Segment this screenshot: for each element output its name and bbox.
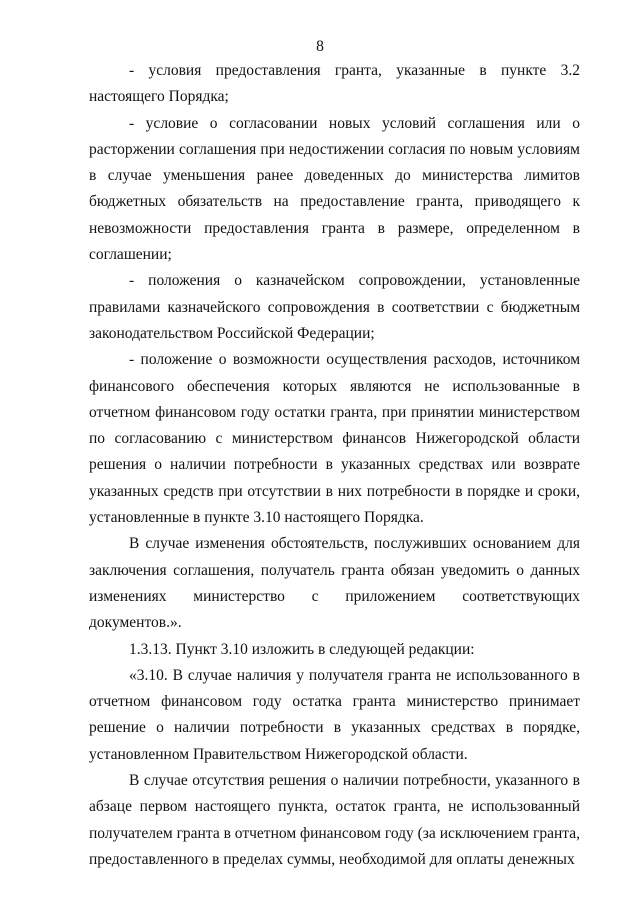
paragraph-clause-1-3-13: 1.3.13. Пункт 3.10 изложить в следующей редакции: <box>129 640 475 658</box>
paragraph-unused-balance: - положение о возможности осуществления расходов, источником финансового обеспечения которых являются не использованные в отчетном финансовом году остатки гранта, при принятии министерством по согласованию с министерством финансов Нижегородской области решения о наличии потребности в указанных средствах или возврате указанных средств при отсутствии в них потребности в порядке и сроки, установленные в пункте 3.10 настоящего Порядка. <box>89 351 580 527</box>
paragraph-grant-conditions: - условия предоставления гранта, указанные в пункте 3.2 настоящего Порядка; <box>89 62 580 106</box>
paragraph-no-decision: В случае отсутствия решения о наличии потребности, указанного в абзаце первом настоящего пункта, остаток гранта, не использованный получателем гранта в отчетном финансовом году (за исключением гранта, предоставленного в пределах суммы, необходимой для оплаты денежных <box>89 772 580 868</box>
document-body <box>89 58 580 873</box>
paragraph-change-of-circumstances: В случае изменения обстоятельств, послуживших основанием для заключения соглашения, получатель гранта обязан уведомить о данных изменениях министерство с приложением соответствующих документов.». <box>89 535 580 632</box>
paragraph-agreement-termination: - условие о согласовании новых условий соглашения или о расторжении соглашения при недостижении согласия по новым условиям в случае уменьшения ранее доведенных до министерства лимитов бюджетных обязательств на предоставление гранта, приводящего к невозможности предоставления гранта в размере, определенном в соглашении; <box>89 114 580 264</box>
paragraph-clause-3-10: «3.10. В случае наличия у получателя гранта не использованного в отчетном финансовом году остатка гранта министерство принимает решение о наличии потребности в указанных средствах в порядке, установленном Правительством Нижегородской области. <box>89 666 580 763</box>
paragraph-treasury-support: - положения о казначейском сопровождении, установленные правилами казначейского сопровождения в соответствии с бюджетным законодательством Российской Федерации; <box>89 272 580 342</box>
page-number: 8 <box>316 38 324 55</box>
